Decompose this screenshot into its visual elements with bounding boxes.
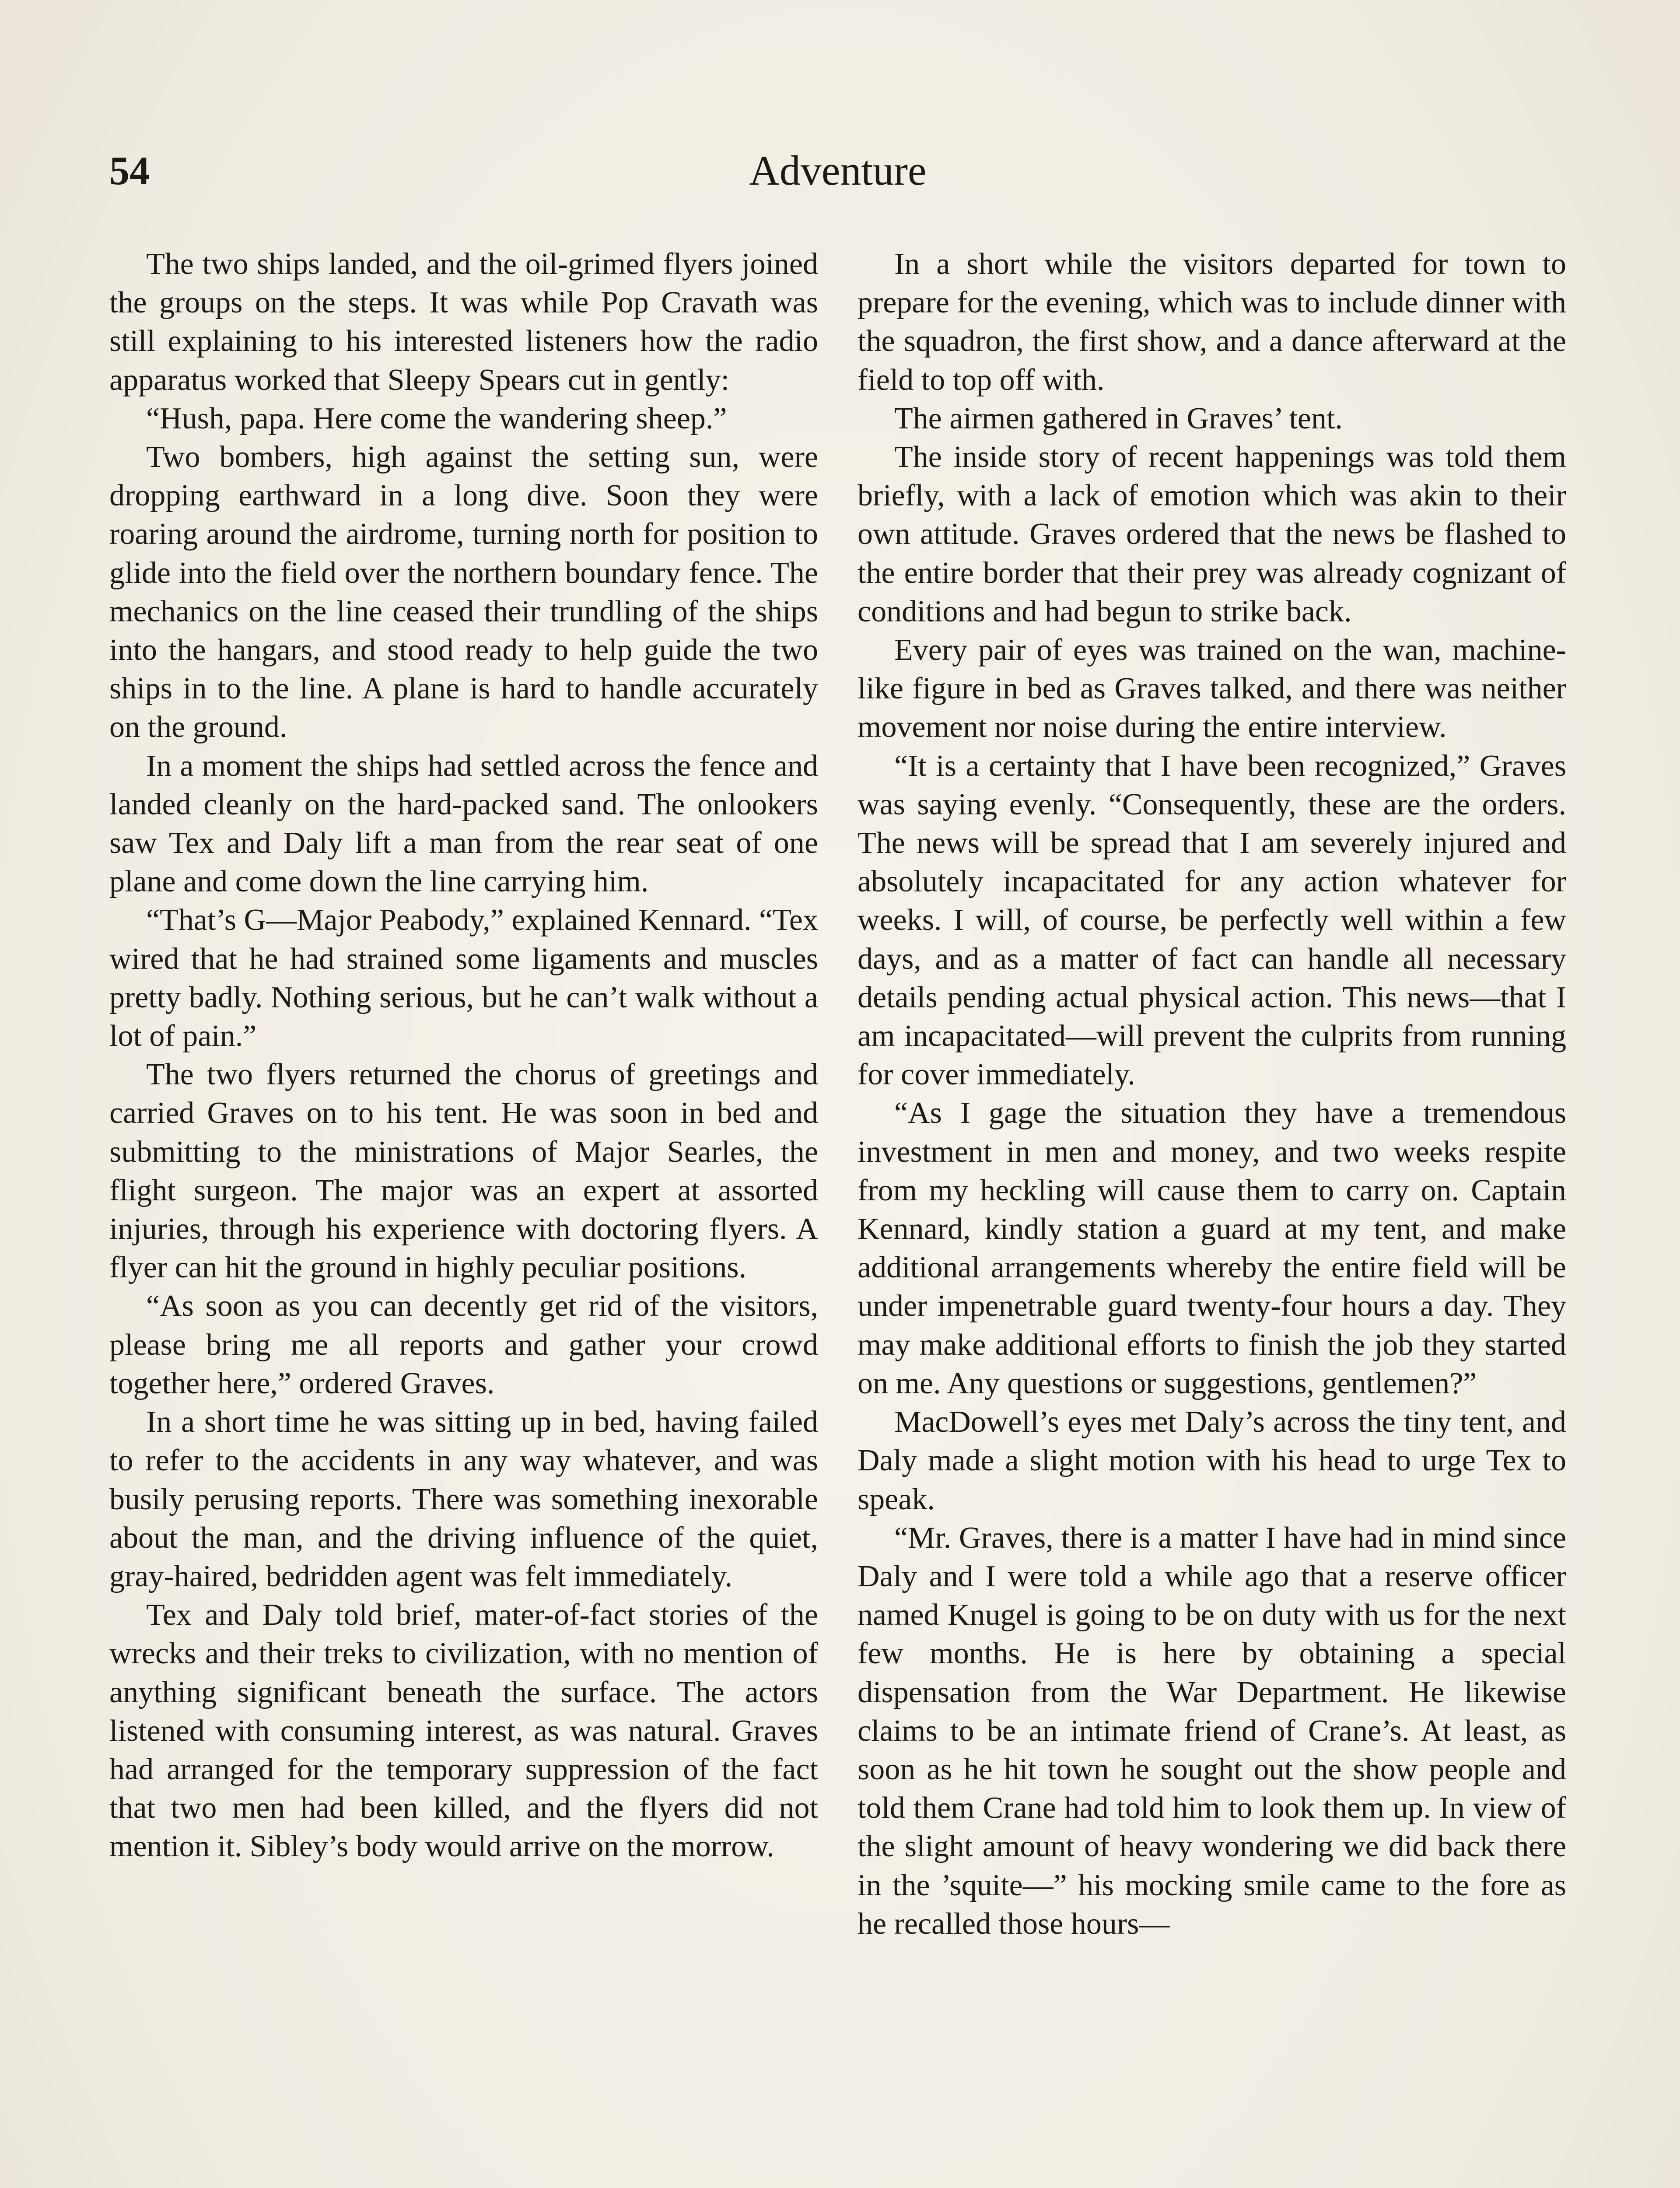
paragraph: In a moment the ships had settled across the fence and landed cleanly on the hard-packed sand. The onlookers saw Tex and Daly lift a man from the rear seat of one plane and come down the line carrying him. [109, 749, 818, 899]
paragraph: “That’s G—Major Peabody,” explained Kennard. “Tex wired that he had strained some ligaments and muscles pretty badly. Nothing serious, but he can’t walk without a lot of pain.” [109, 903, 818, 1053]
page-number: 54 [109, 148, 150, 193]
paragraph: Tex and Daly told brief, mater-of-fact stories of the wrecks and their treks to civilization, with no mention of anything significant beneath the surface. The actors listened with consuming interest, as was natural. Graves had arranged for the temporary suppression of the fact that two men had been killed, and the flyers did not mention it. Sibley’s body would arrive on the morrow. [109, 1598, 818, 1864]
paragraph: Every pair of eyes was trained on the wan, machine-like figure in bed as Graves talked, and there was neither movement nor noise during the entire interview. [858, 633, 1566, 744]
paragraph: “Hush, papa. Here come the wandering sheep.” [146, 401, 727, 435]
paragraph: “It is a certainty that I have been recognized,” Graves was saying evenly. “Consequently, these are the orders. The news will be spread that I am severely injured and absolutely incapacitated for any action whatever for weeks. I will, of course, be perfectly well within a few days, and as a matter of fact can handle all necessary details pending actual physical action. This news—that I am incapacitated—will prevent the culprits from running for cover immediately. [858, 749, 1566, 1092]
paragraph: “As soon as you can decently get rid of the visitors, please bring me all reports and gather your crowd together here,” ordered Graves. [109, 1289, 818, 1400]
paragraph: MacDowell’s eyes met Daly’s across the tiny tent, and Daly made a slight motion with his head to urge Tex to speak. [858, 1405, 1566, 1516]
paragraph: The airmen gathered in Graves’ tent. [894, 401, 1343, 435]
paragraph: The two flyers returned the chorus of greetings and carried Graves on to his tent. He was soon in bed and submitting to the ministrations of Major Searles, the flight surgeon. The major was an expert at assorted injuries, through his experience with doctoring flyers. A flyer can hit the ground in highly peculiar positions. [109, 1058, 818, 1285]
paragraph: In a short while the visitors departed for town to prepare for the evening, which was to include dinner with the squadron, the first show, and a dance afterward at the field to top off with. [858, 247, 1566, 397]
right-column [858, 245, 1566, 2188]
paragraph: “Mr. Graves, there is a matter I have had in mind since Daly and I were told a while ago that a reserve officer named Knugel is going to be on duty with us for the next few months. He is here by obtaining a special dispensation from the War Department. He likewise claims to be an intimate friend of Crane’s. At least, as soon as he hit town he sought out the show people and told them Crane had told him to look them up. In view of the slight amount of heavy wondering we did back there in the ’squite—” his mocking smile came to the fore as he recalled those hours— [858, 1521, 1566, 1941]
paragraph: The two ships landed, and the oil-grimed flyers joined the groups on the steps. It was while Pop Cravath was still explaining to his interested listeners how the radio apparatus worked that Sleepy Spears cut in gently: [109, 247, 818, 397]
page-header [109, 140, 1566, 201]
paragraph: “As I gage the situation they have a tremendous investment in men and money, and two weeks respite from my heckling will cause them to carry on. Captain Kennard, kindly station a guard at my tent, and make additional arrangements whereby the entire field will be under impenetrable guard twenty-four hours a day. They may make additional efforts to finish the job they started on me. Any questions or suggestions, gentlemen?” [858, 1096, 1566, 1400]
article-body [109, 245, 1566, 2188]
left-column [109, 245, 818, 2188]
magazine-title: Adventure [749, 147, 927, 194]
paragraph: The inside story of recent happenings was told them briefly, with a lack of emotion which was akin to their own attitude. Graves ordered that the news be flashed to the entire border that their prey was already cognizant of conditions and had begun to strike back. [858, 440, 1566, 628]
paragraph: Two bombers, high against the setting sun, were dropping earthward in a long dive. Soon they were roaring around the airdrome, turning north for position to glide into the field over the northern boundary fence. The mechanics on the line ceased their trundling of the ships into the hangars, and stood ready to help guide the two ships in to the line. A plane is hard to handle accurately on the ground. [109, 440, 818, 744]
paragraph: In a short time he was sitting up in bed, having failed to refer to the accidents in any way whatever, and was busily perusing reports. There was something inexorable about the man, and the driving influence of the quiet, gray-haired, bedridden agent was felt immediately. [109, 1405, 818, 1593]
